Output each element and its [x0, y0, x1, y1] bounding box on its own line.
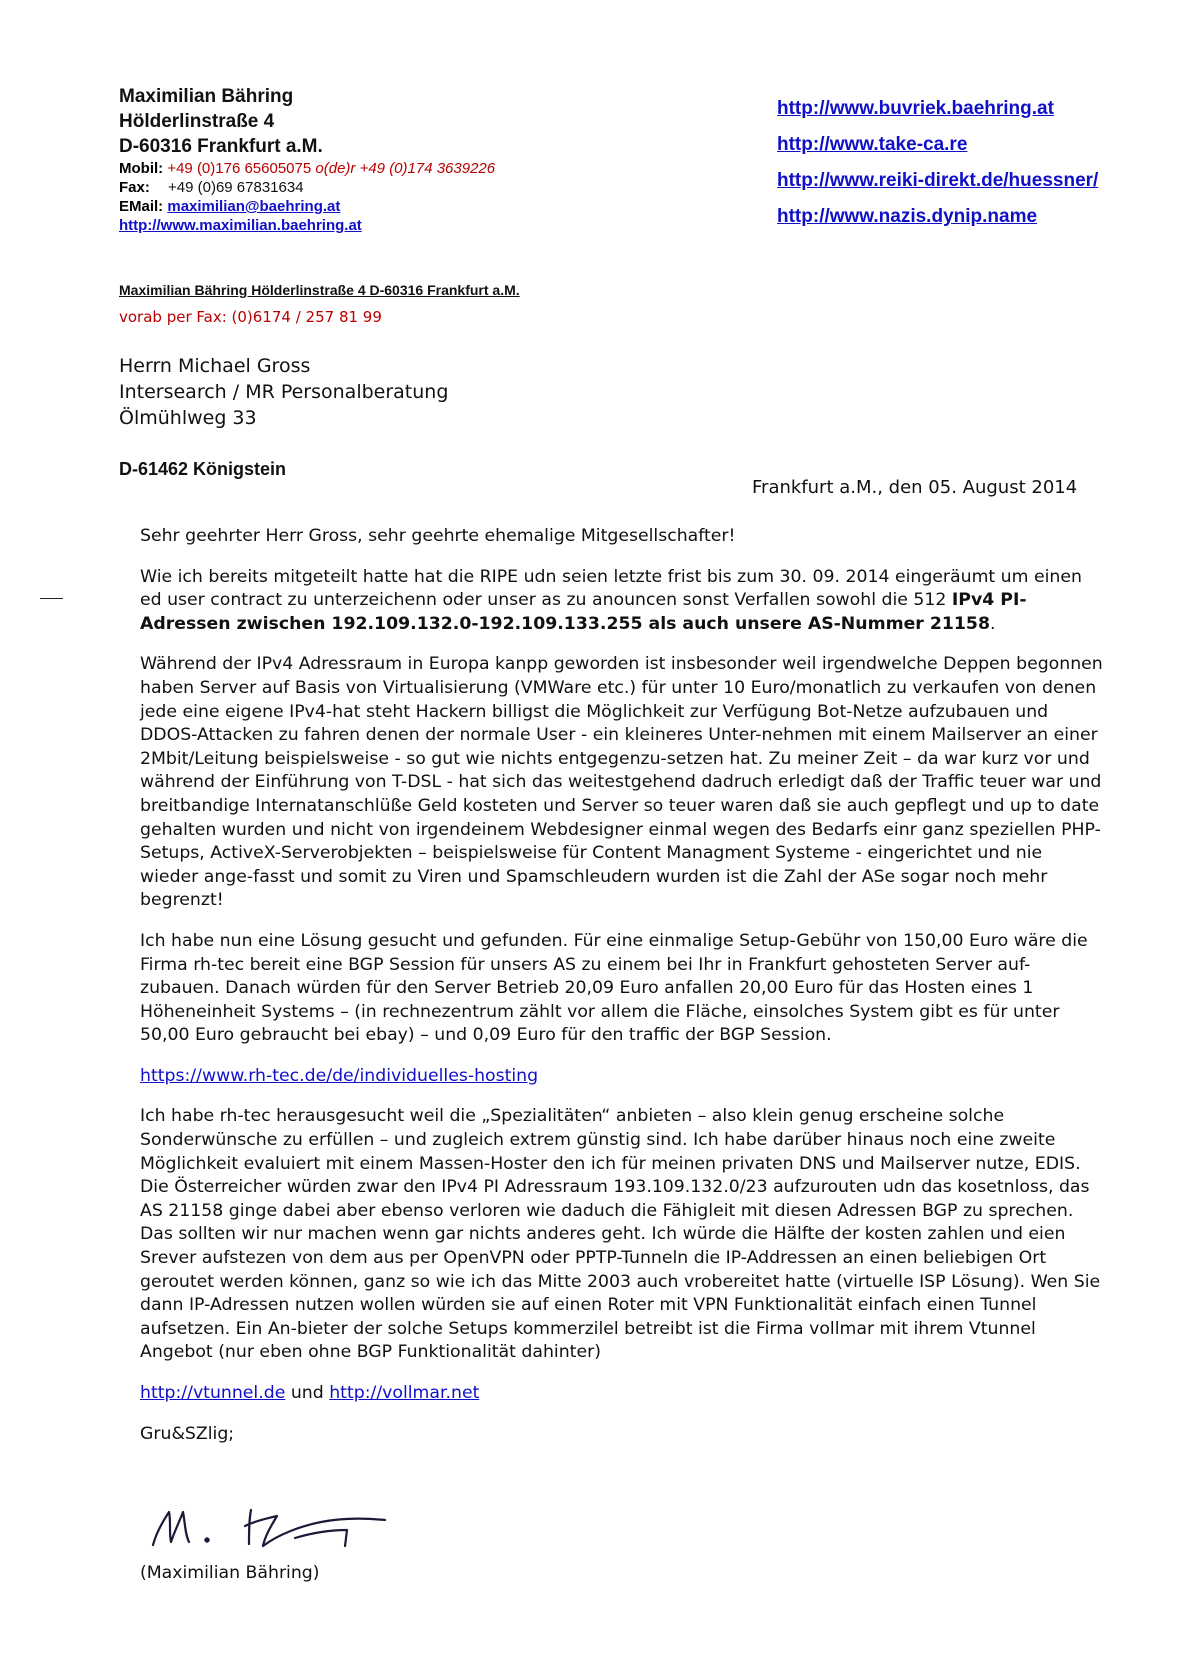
recipient-city: D-61462 Königstein [119, 459, 287, 479]
sender-city: D-60316 Frankfurt a.M. [119, 136, 323, 157]
fax-label: Fax: [119, 179, 150, 196]
mobil-number: +49 (0)176 65605075 [167, 160, 312, 177]
vollmar-link[interactable]: http://vollmar.net [329, 1383, 480, 1403]
recipient-block [119, 353, 448, 431]
rh-tec-url-line [140, 1065, 1105, 1089]
header-links [777, 91, 1098, 235]
mobil-or: o(de)r [315, 160, 356, 177]
paragraph-3: Ich habe nun eine Lösung gesucht und gefunden. Für eine einmalige Setup-Gebühr von 150,00 Euro wäre die Firma rh-tec bereit eine BGP Session für unsers AS zu einem bei Ihr in Frankfurt gehosteten Server auf-zubauen. Danach würden für den Server Betrieb 20,09 Euro anfallen 20,00 Euro für das Hosten eines 1 Höheneinheit Systems – (in rechnezentrum zählt vor allem die Fläche, einsolches System gibt es für unter 50,00 Euro gebraucht bei ebay) – und 0,09 Euro für den traffic der BGP Session. [140, 930, 1088, 1046]
ip-range-highlight: IPv4 PI- Adressen zwischen 192.109.132.0-192.109.133.255 als auch unsere AS-Nummer 21158 [140, 590, 1027, 634]
sender-website-line [119, 216, 495, 235]
sender-mobil-line [119, 159, 495, 178]
email-label: EMail: [119, 198, 164, 215]
website-link[interactable]: http://www.maximilian.baehring.at [119, 217, 362, 234]
sender-fax-line [119, 178, 495, 197]
header-link-take-care[interactable]: http://www.take-ca.re [777, 134, 968, 155]
paragraph-4: Ich habe rh-tec herausgesucht weil die „Spezialitäten“ anbieten – also klein genug erscheine solche Sonderwünsche zu erfüllen – und zugleich extrem günstig sind. Ich habe darüber hinaus noch eine zweite Möglichkeit evaluiert mit einem Massen-Hoster den ich für meinen privaten DNS und Mailserver nutze, EDIS. Die Österreicher würden zwar den IPv4 PI Adressraum 193.109.132.0/23 aufzurouten udn das kosetnloss, das AS 21158 ginge dabei aber ebenso verloren wie daduch die Fähigleit mit diesen Adressen BGP zu sprechen. Das sollten wir nur machen wenn gar nichts anderes geht. Ich würde die Hälfte der kosten zahlen und eien Srever aufstezen von dem aus per OpenVPN oder PPTP-Tunneln die IP-Addressen an einen beliebigen Ort geroutet werden können, ganz so wie ich das Mitte 2003 auch vrobereitet hatte (virtuelle ISP Lösung). Wen Sie dann IP-Adressen nutzen wollen würden sie auf einen Roter mit VPN Funktionalität einfach einen Tunnel aufsetzen. Ein An-bieter der solche Setups kommerzilel betreibt ist die Firma vollmar mit ihrem Vtunnel Angebot (nur eben ohne BGP Funktionalität dahinter) [140, 1106, 1101, 1363]
signed-name: (Maximilian Bähring) [140, 1563, 320, 1583]
vtunnel-link[interactable]: http://vtunnel.de [140, 1383, 286, 1403]
recipient-street: Ölmühlweg 33 [119, 407, 257, 429]
paragraph-1: Wie ich bereits mitgeteilt hatte hat die RIPE udn seien letzte frist bis zum 30. 09. 2014 eingeräumt um einen ed user contract zu unterzeichenn oder unser as zu anouncen sonst Verfallen sowohl die 512 IPv4 PI- Adressen zwischen 192.109.132.0-192.109.133.255 als auch unsere AS-Nummer 21158. [140, 566, 1082, 634]
vpn-links-line: http://vtunnel.de und http://vollmar.net [140, 1383, 480, 1403]
fax-number: +49 (0)69 67831634 [168, 179, 304, 196]
handwritten-signature [145, 1490, 465, 1560]
sender-name: Maximilian Bähring [119, 86, 294, 107]
sender-block [119, 84, 495, 235]
sender-street: Hölderlinstraße 4 [119, 111, 275, 132]
mobil-alt-number: +49 (0)174 3639226 [359, 160, 496, 177]
mobil-label: Mobil: [119, 160, 164, 177]
paragraph-2: Während der IPv4 Adressraum in Europa kanpp geworden ist insbesonder weil irgendwelche Deppen begonnen haben Server auf Basis von Virtualisierung (VMWare etc.) für unter 10 Euro/monatlich zu verkaufen von denen jede eine eigene IPv4-hat steht Hackern billigst die Möglichkeit zur Verfügung Bot-Netze aufzubauen und DDOS-Attacken zu fahren denen der normale User - ein kleineres Unter-nehmen mit einem Mailserver an einer 2Mbit/Leitung beispielsweise - so gut wie nichts entgegenzu-setzen hat. Zu meiner Zeit – da war kurz vor und während der Einführung von T-DSL - hat sich das weitestgehend dadruch erledigt daß der Traffic teuer war und breitbandige Internatanschlüße Geld kosteten und Server so teuer waren daß sie auch gepflegt und up to date gehalten wurden und nicht von irgendeinem Webdesigner einmal wegen des Bedarfs einr ganz speziellen PHP-Setups, ActiveX-Serverobjekten – beispielsweise für Content Managment Systeme - eingerichtet und nie wieder ange-fasst und somit zu Viren und Spamschleudern wurden ist die Zahl der ASe sogar noch mehr begrenzt! [140, 654, 1103, 911]
letter-date: Frankfurt a.M., den 05. August 2014 [752, 477, 1078, 498]
salutation: Sehr geehrter Herr Gross, sehr geehrte ehemalige Mitgesellschafter! [140, 526, 736, 546]
fold-mark [40, 598, 63, 599]
letter-body [140, 525, 1105, 1446]
sender-email-line [119, 197, 495, 216]
header-link-nazis[interactable]: http://www.nazis.dynip.name [777, 206, 1038, 227]
recipient-name: Herrn Michael Gross [119, 355, 311, 377]
header-link-reiki[interactable]: http://www.reiki-direkt.de/huessner/ [777, 170, 1099, 191]
closing: Gru&SZlig; [140, 1423, 235, 1444]
recipient-company: Intersearch / MR Personalberatung [119, 381, 449, 403]
rh-tec-link[interactable]: https://www.rh-tec.de/de/individuelles-hosting [140, 1065, 539, 1086]
header-link-buvriek[interactable]: http://www.buvriek.baehring.at [777, 98, 1054, 119]
fax-note: vorab per Fax: (0)6174 / 257 81 99 [119, 308, 382, 326]
email-link[interactable]: maximilian@baehring.at [167, 198, 341, 215]
return-address: Maximilian Bähring Hölderlinstraße 4 D-60316 Frankfurt a.M. [119, 282, 520, 298]
